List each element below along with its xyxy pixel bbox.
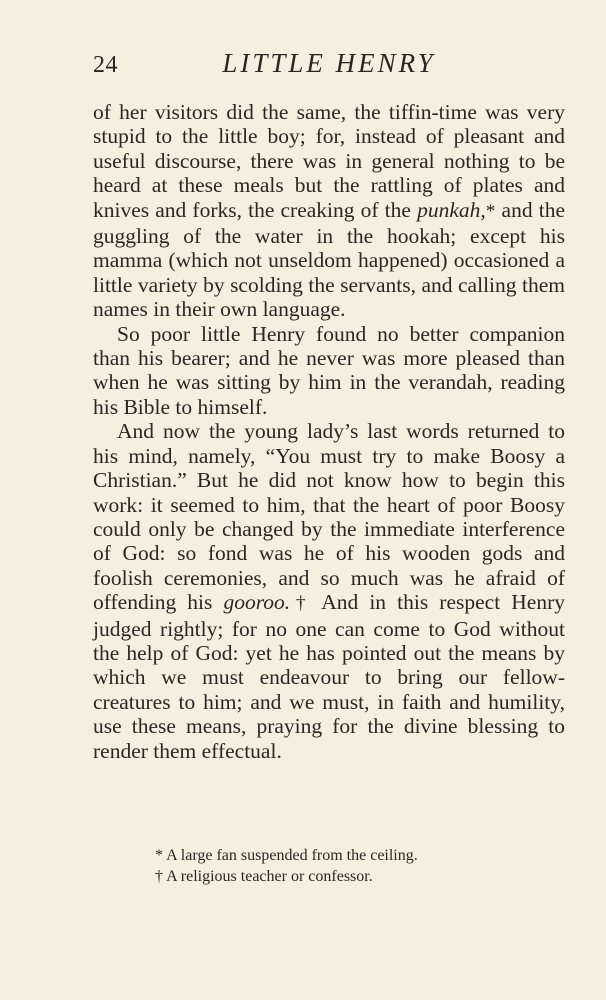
paragraph-1-text-a: of her visitors did the same, the tiffin-time was very stupid to the little boy; for, instead of pleasant and useful discourse, there was in general nothing to be heard at these meals but the rattling of plates and knives and forks, the creaking of the (93, 100, 565, 222)
running-title: LITTLE HENRY (222, 48, 436, 78)
body-text (93, 100, 565, 763)
paragraph-1-text-b: and the guggling of the water in the hookah; except his mamma (which not unseldom happened) occasioned a little variety by scolding the servants, and calling them names in their own language. (93, 197, 565, 322)
page-number: 24 (93, 52, 118, 78)
paragraph-1 (93, 100, 565, 322)
paragraph-3-text-b: And in this respect Henry judged rightly; for no one can come to God without the help of God: yet he has pointed out the means by which we must endeavour to bring our fellow-creatures to him; and we must, in faith and humility, use these means, praying for the divine blessing to render them effectual. (93, 590, 565, 763)
page-header (93, 48, 565, 82)
footnote-1: * A large fan suspended from the ceiling. (155, 847, 418, 864)
paragraph-3-text-a: And now the young lady’s last words returned to his mind, namely, “You must try to make Boosy a Christian.” But he did not know how to begin this work: it seemed to him, that the heart of poor Boosy could only be changed by the immediate interference of God: so fond was he of his wooden gods and foolish ceremonies, and so much was he afraid of offending his (93, 419, 565, 615)
footnote-ref-dagger: † (290, 593, 312, 615)
paragraph-2: So poor little Henry found no better companion than his bearer; and he never was more pleased than when he was sitting by him in the verandah, reading his Bible to himself. (93, 321, 565, 419)
footnote-ref-asterisk: * (485, 200, 496, 222)
footnote-2: † A religious teacher or confessor. (155, 868, 373, 885)
footnotes (155, 845, 565, 887)
paragraph-3 (93, 419, 565, 763)
term-punkah: punkah, (417, 197, 486, 222)
term-gooroo: gooroo. (223, 590, 291, 615)
